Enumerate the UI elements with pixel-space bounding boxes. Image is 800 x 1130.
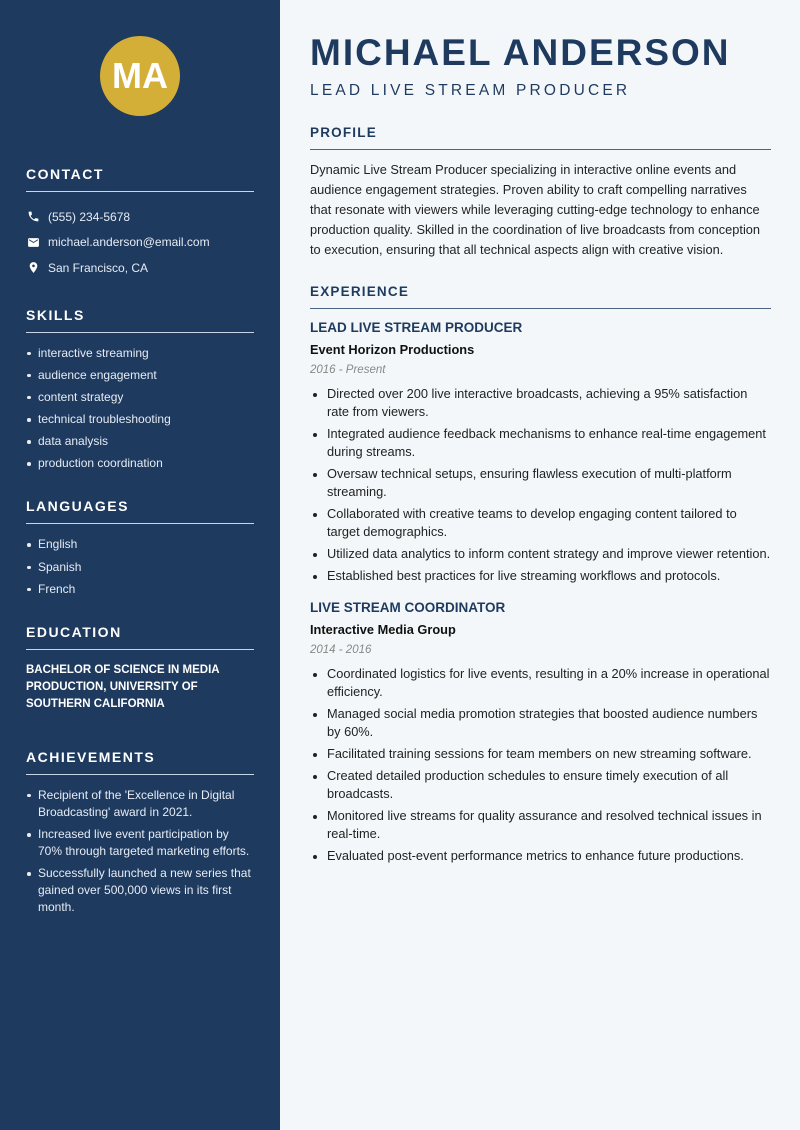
job-bullet: Collaborated with creative teams to develop engaging content tailored to target demographics. xyxy=(310,505,771,541)
job-bullet: Created detailed production schedules to ensure timely execution of all broadcasts. xyxy=(310,767,771,803)
education-degree: BACHELOR OF SCIENCE IN MEDIA PRODUCTION, UNIVERSITY OF SOUTHERN CALIFORNIA xyxy=(26,663,220,710)
job-title: LIVE STREAM COORDINATOR xyxy=(310,600,506,615)
language-item: English xyxy=(26,536,254,553)
phone-icon xyxy=(26,210,40,224)
skills-heading: SKILLS xyxy=(26,307,254,333)
sidebar xyxy=(0,0,280,1130)
job-company: Event Horizon Productions xyxy=(310,342,475,357)
job-bullet: Facilitated training sessions for team members on new streaming software. xyxy=(310,745,771,763)
job-bullet: Utilized data analytics to inform content strategy and improve viewer retention. xyxy=(310,545,771,563)
achievements-list xyxy=(26,787,254,916)
profile-heading: PROFILE xyxy=(310,125,771,150)
candidate-name: MICHAEL ANDERSON xyxy=(310,32,731,73)
contact-heading: CONTACT xyxy=(26,166,254,192)
skills-section xyxy=(26,307,254,473)
achievement-item: Recipient of the 'Excellence in Digital Broadcasting' award in 2021. xyxy=(26,787,254,821)
skills-list xyxy=(26,345,254,473)
job-bullet: Evaluated post-event performance metrics to enhance future productions. xyxy=(310,847,771,865)
achievements-heading: ACHIEVEMENTS xyxy=(26,749,254,775)
experience-heading: EXPERIENCE xyxy=(310,284,771,309)
job-company: Interactive Media Group xyxy=(310,622,456,637)
job-bullet: Directed over 200 live interactive broadcasts, achieving a 95% satisfaction rate from viewers. xyxy=(310,385,771,421)
skill-item: audience engagement xyxy=(26,367,254,384)
contact-email xyxy=(26,230,254,256)
candidate-title: LEAD LIVE STREAM PRODUCER xyxy=(310,82,631,99)
contact-location-text: San Francisco, CA xyxy=(48,260,149,275)
job-bullets xyxy=(310,665,771,865)
profile-section xyxy=(310,125,771,260)
job-title: LEAD LIVE STREAM PRODUCER xyxy=(310,320,523,335)
education-section xyxy=(26,624,254,713)
skill-item: technical troubleshooting xyxy=(26,411,254,428)
languages-section xyxy=(26,498,254,597)
profile-summary: Dynamic Live Stream Producer specializing in interactive online events and audience engagement strategies. Proven ability to craft compelling narratives that resonate with viewers while leveraging cutting-edge technology to enhance production quality. Skilled in the coordination of live broadcasts from conception to execution, ensuring that all technical aspects align with creative vision. xyxy=(310,162,761,257)
language-item: Spanish xyxy=(26,559,254,576)
contact-section xyxy=(26,166,254,281)
skill-item: production coordination xyxy=(26,455,254,472)
skill-item: content strategy xyxy=(26,389,254,406)
job-dates: 2014 - 2016 xyxy=(310,644,372,656)
job-bullet: Monitored live streams for quality assurance and resolved technical issues in real-time. xyxy=(310,807,771,843)
languages-heading: LANGUAGES xyxy=(26,498,254,524)
job-bullet: Oversaw technical setups, ensuring flawless execution of multi-platform streaming. xyxy=(310,465,771,501)
location-pin-icon xyxy=(26,261,40,275)
skill-item: interactive streaming xyxy=(26,345,254,362)
achievement-item: Increased live event participation by 70% through targeted marketing efforts. xyxy=(26,826,254,860)
avatar-container xyxy=(26,36,254,116)
email-icon xyxy=(26,235,40,249)
contact-email-text: michael.anderson@email.com xyxy=(48,235,210,250)
experience-section xyxy=(310,284,771,865)
achievements-section xyxy=(26,749,254,916)
achievement-item: Successfully launched a new series that gained over 500,000 views in its first month. xyxy=(26,865,254,916)
job-bullet: Managed social media promotion strategies that boosted audience numbers by 60%. xyxy=(310,705,771,741)
contact-location xyxy=(26,255,254,281)
job-dates: 2016 - Present xyxy=(310,364,386,376)
avatar: MA xyxy=(100,36,180,116)
languages-list xyxy=(26,536,254,597)
contact-phone xyxy=(26,204,254,230)
language-item: French xyxy=(26,581,254,598)
education-heading: EDUCATION xyxy=(26,624,254,650)
contact-phone-text: (555) 234-5678 xyxy=(48,209,131,224)
skill-item: data analysis xyxy=(26,433,254,450)
job-bullet: Coordinated logistics for live events, resulting in a 20% increase in operational efficiency. xyxy=(310,665,771,701)
job-bullet: Established best practices for live streaming workflows and protocols. xyxy=(310,567,771,585)
job-entry xyxy=(310,599,771,865)
job-bullets xyxy=(310,385,771,585)
main-content xyxy=(310,0,771,879)
job-entry xyxy=(310,319,771,585)
job-bullet: Integrated audience feedback mechanisms to enhance real-time engagement during streams. xyxy=(310,425,771,461)
